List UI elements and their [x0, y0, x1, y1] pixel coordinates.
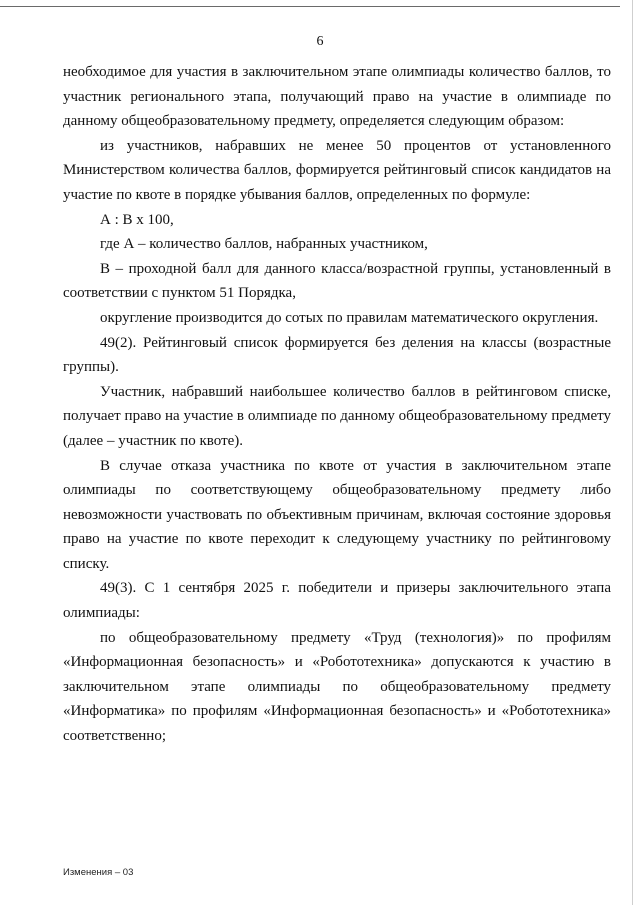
paragraph: необходимое для участия в заключительном этапе олимпиады количество баллов, то участник регионального этапа, получающий право на участие в олимпиаде по данному общеобразовательному предмету, определяется следующим образом: [63, 64, 611, 130]
paragraph: В – проходной балл для данного класса/возрастной группы, установленный в соответствии с пунктом 51 Порядка, [63, 260, 611, 302]
paragraph: округление производится до сотых по правилам математического округления. [100, 309, 599, 326]
scan-top-border [0, 6, 620, 7]
paragraph: В случае отказа участника по квоте от участия в заключительном этапе олимпиады по соответствующему общеобразовательному предмету либо невозможности участвовать по объективным причинам, включая состояние здоровья право на участие по квоте переходит к следующему участнику по рейтинговому списку. [63, 457, 611, 572]
document-body [63, 60, 611, 749]
paragraph: 49(3). С 1 сентября 2025 г. победители и призеры заключительного этапа олимпиады: [63, 580, 611, 622]
paragraph: где А – количество баллов, набранных участником, [100, 236, 428, 253]
paragraph: из участников, набравших не менее 50 процентов от установленного Министерством количества баллов, формируется рейтинговый список кандидатов на участие по квоте в порядке убывания баллов, определенных по формуле: [63, 137, 611, 203]
formula: А : В х 100, [100, 211, 174, 228]
paragraph: Участник, набравший наибольшее количество баллов в рейтинговом списке, получает право на участие в олимпиаде по данному общеобразовательному предмету (далее – участник по квоте). [63, 383, 611, 449]
page-number: 6 [316, 34, 324, 49]
paragraph: 49(2). Рейтинговый список формируется без деления на классы (возрастные группы). [63, 334, 611, 376]
footer-note: Изменения – 03 [63, 867, 134, 878]
scan-right-border [632, 0, 633, 905]
paragraph: по общеобразовательному предмету «Труд (технология)» по профилям «Информационная безопасность» и «Робототехника» допускаются к участию в заключительном этапе олимпиады по общеобразовательному предмету «Информатика» по профилям «Информационная безопасность» и «Робототехника» соответственно; [63, 629, 611, 745]
